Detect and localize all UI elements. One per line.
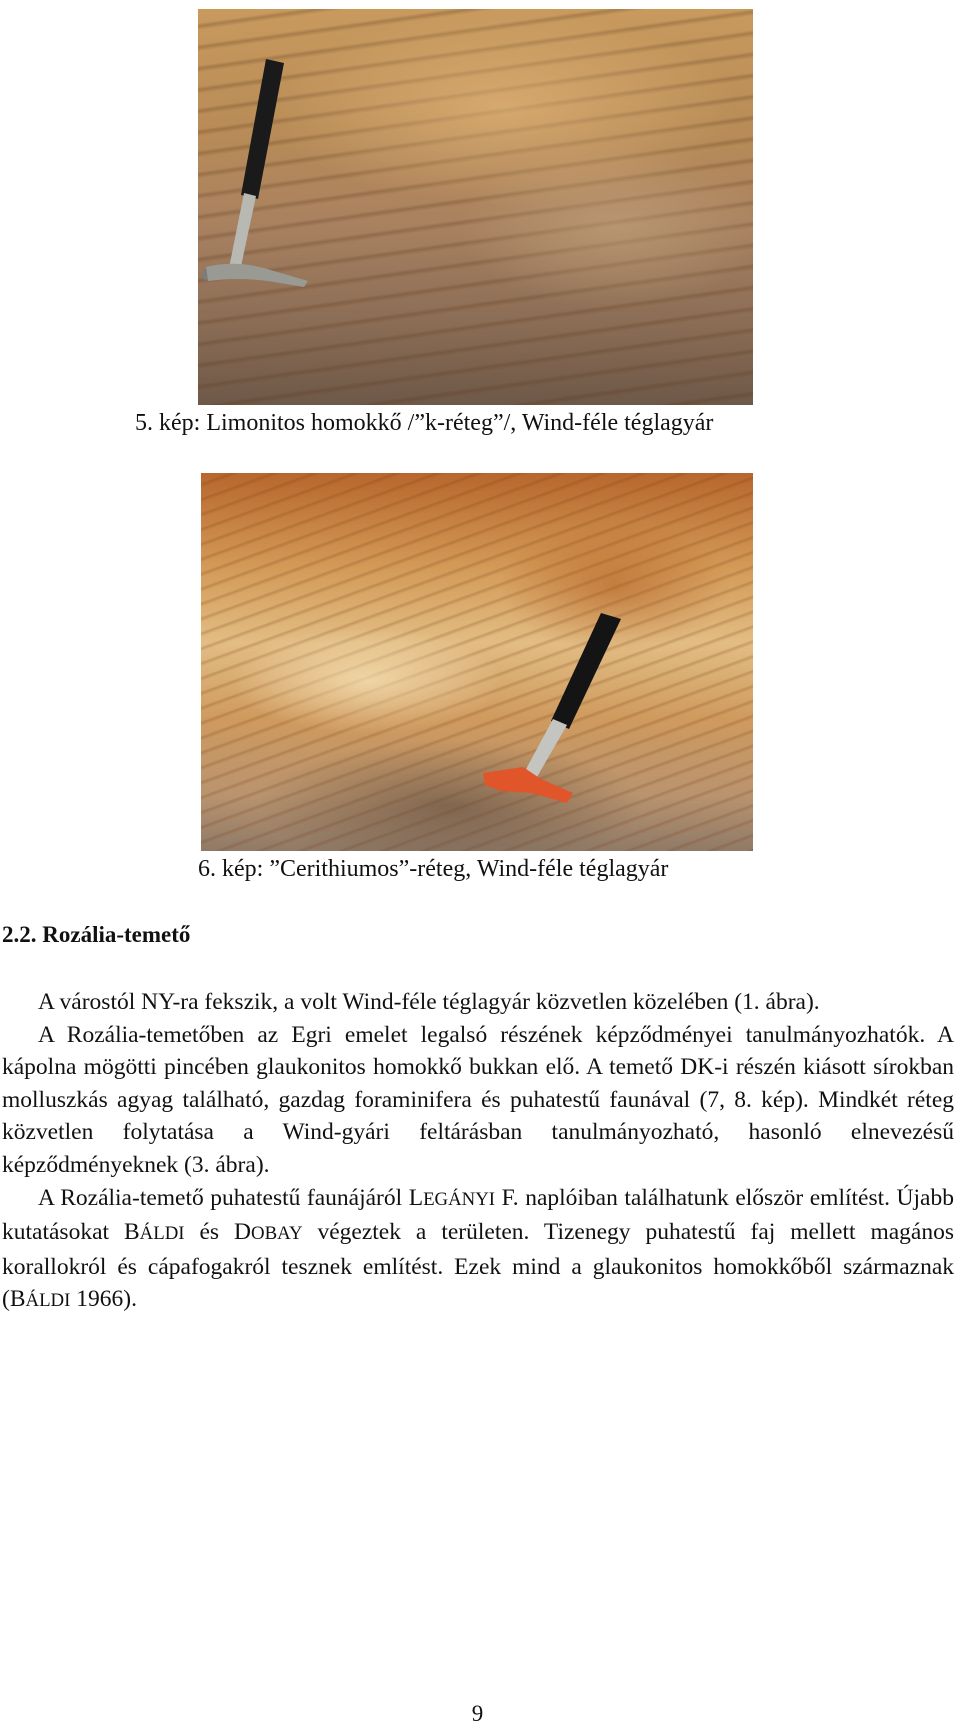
paragraph-location: A várostól NY-ra fekszik, a volt Wind-féle téglagyár közvetlen közelében (1. ábra). (38, 989, 820, 1015)
section-heading: 2.2. Rozália-temető (2, 922, 191, 947)
text-span: és (184, 1219, 235, 1246)
hammer-illustration (198, 9, 753, 405)
author-initial: B (9, 1286, 26, 1313)
body-text (2, 986, 954, 1318)
hammer-illustration (201, 473, 753, 851)
author-name-smallcaps: ÁLDI (139, 1223, 185, 1245)
page-number: 9 (471, 1701, 484, 1726)
author-name-smallcaps: ÁLDI (25, 1290, 71, 1312)
author-initial: L (408, 1184, 424, 1211)
paragraph-geology: A Rozália-temetőben az Egri emelet legalsó részének képződményei tanulmányozhatók. A kápolna mögötti pincében glaukonitos homokkő bukkan elő. A temető DK-i részén kiásott sírokban molluszkás agyag található, gazdag foraminifera és puhatestű faunával (7, 8. kép). Mindkét réteg közvetlen folytatása a Wind-gyári feltárásban tanulmányozható, hasonló elnevezésű képződményeknek (3. ábra). (2, 1021, 954, 1178)
photo-cerithium-layer (201, 473, 753, 851)
text-span: F. naplóiban találhatunk először említést. Újabb kutatásokat (2, 1184, 954, 1246)
paragraph-research-history (2, 1182, 954, 1318)
figure-caption-6: 6. kép: ”Cerithiumos”-réteg, Wind-féle téglagyár (198, 856, 669, 882)
text-span: A Rozália-temető puhatestű faunájáról (38, 1184, 409, 1211)
figure-caption-5: 5. kép: Limonitos homokkő /”k-réteg”/, Wind-féle téglagyár (135, 410, 714, 436)
text-span: 1966). (70, 1286, 137, 1313)
author-name-smallcaps: OBAY (251, 1223, 303, 1245)
author-initial: B (123, 1219, 140, 1246)
photo-limonitic-sandstone (198, 9, 753, 405)
text-span: végeztek a területen. Tizenegy puhatestű faj mellett magános korallokról és cápafogakról tesznek említést. Ezek mind a glaukonitos homokkőből származnak ( (2, 1219, 954, 1313)
author-name-smallcaps: EGÁNYI (423, 1188, 496, 1210)
author-initial: D (234, 1219, 252, 1246)
